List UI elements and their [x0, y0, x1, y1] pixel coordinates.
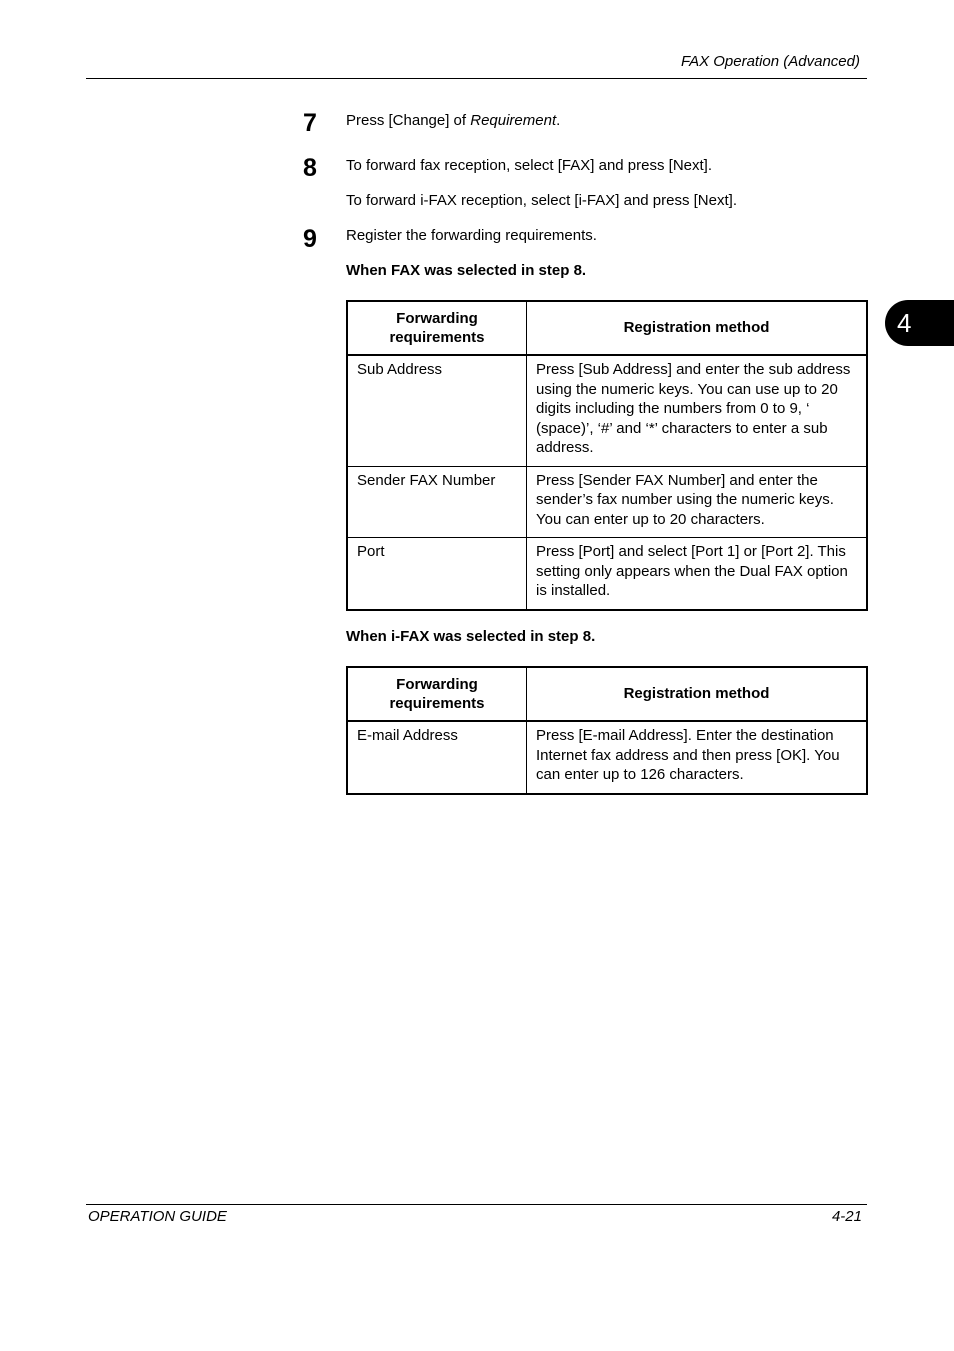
requirement-cell: Sub Address	[347, 355, 527, 466]
step-7-text-italic: Requirement	[470, 112, 557, 129]
requirement-cell: Sender FAX Number	[347, 466, 527, 538]
step-7-text-suffix: .	[556, 112, 561, 129]
table-row	[347, 466, 867, 538]
header-rule	[86, 78, 867, 79]
table-row	[347, 355, 867, 466]
table-row	[347, 721, 867, 794]
table-header-row	[347, 667, 867, 721]
step-9-text: Register the forwarding requirements.	[346, 227, 597, 244]
chapter-tab: 4	[885, 300, 954, 346]
step-8-line-2: To forward i-FAX reception, select [i-FAX] and press [Next].	[346, 192, 737, 209]
column-header-method: Registration method	[527, 667, 868, 721]
column-header-requirements: Forwarding requirements	[347, 301, 527, 355]
requirement-cell: Port	[347, 538, 527, 610]
step-number-9: 9	[303, 225, 317, 253]
step-8-line-1: To forward fax reception, select [FAX] and press [Next].	[346, 157, 712, 174]
method-cell: Press [Port] and select [Port 1] or [Port 2]. This setting only appears when the Dual FAX option is installed.	[527, 538, 868, 610]
requirement-cell: E-mail Address	[347, 721, 527, 794]
running-header: FAX Operation (Advanced)	[681, 53, 860, 70]
fax-requirements-table	[346, 300, 868, 611]
footer-rule	[86, 1204, 867, 1205]
ifax-section-heading: When i-FAX was selected in step 8.	[346, 628, 596, 645]
step-number-8: 8	[303, 154, 317, 182]
ifax-requirements-table	[346, 666, 868, 795]
step-7-text	[346, 112, 560, 129]
method-cell: Press [Sub Address] and enter the sub address using the numeric keys. You can use up to 20 digits including the numbers from 0 to 9, ‘ (space)’, ‘#’ and ‘*’ characters to enter a sub address.	[527, 355, 868, 466]
method-cell: Press [E-mail Address]. Enter the destination Internet fax address and then press [OK]. You can enter up to 126 characters.	[527, 721, 868, 794]
table-header-row	[347, 301, 867, 355]
column-header-requirements: Forwarding requirements	[347, 667, 527, 721]
footer-guide-title: OPERATION GUIDE	[88, 1208, 227, 1225]
step-number-7: 7	[303, 109, 317, 137]
column-header-method: Registration method	[527, 301, 868, 355]
table-row	[347, 538, 867, 610]
fax-section-heading: When FAX was selected in step 8.	[346, 262, 587, 279]
step-7-text-prefix: Press [Change] of	[346, 112, 471, 129]
method-cell: Press [Sender FAX Number] and enter the sender’s fax number using the numeric keys. You can enter up to 20 characters.	[527, 466, 868, 538]
page-number: 4-21	[831, 1208, 862, 1225]
